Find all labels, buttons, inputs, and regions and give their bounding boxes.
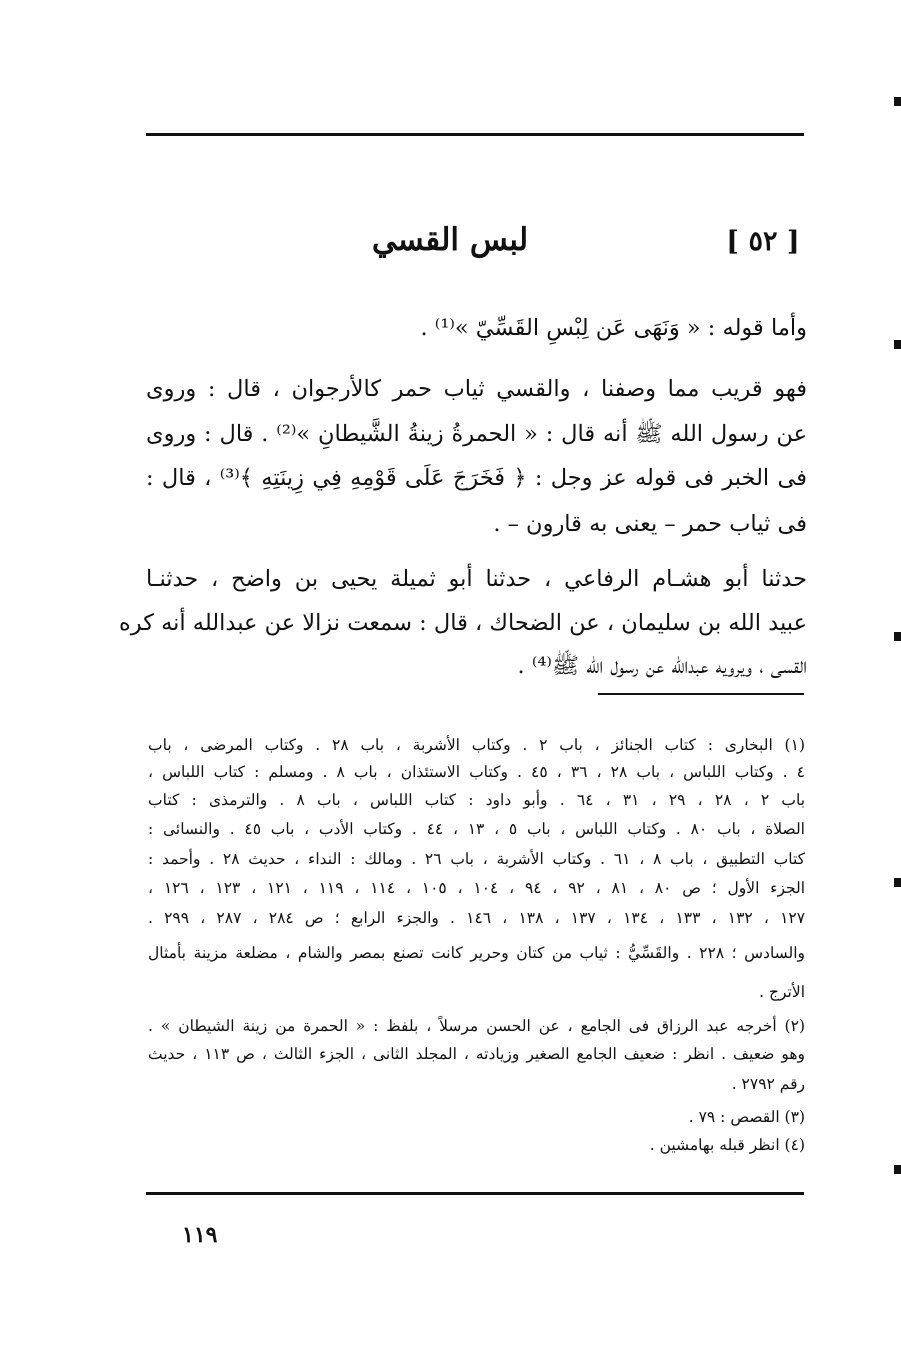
footnote-line: وهو ضعيف . انظر : ضعيف الجامع الصغير وزيادته ، المجلد الثانى ، الجزء الثالث ، ص ١١٣ ، حديث	[148, 1045, 806, 1063]
edge-mark	[894, 1165, 901, 1174]
footnote-line: (١) البخارى : كتاب الجنائز ، باب ٢ . وكتاب الأشربة ، باب ٢٨ . وكتاب المرضى ، باب	[148, 736, 805, 754]
footnote-line: كتاب التطبيق ، باب ٨ ، ٦١ . وكتاب الأشربة ، باب ٢٦ . ومالك : النداء ، حديث ٢٨ . وأحمد :	[148, 850, 805, 868]
footnote-separator	[598, 693, 804, 695]
edge-mark	[894, 632, 901, 641]
footnote-line: (٣) القصص : ٧٩ .	[688, 1108, 805, 1126]
footnote-line: باب ٢ ، ٢٨ ، ٢٩ ، ٣١ ، ٦٤ . وأبو داود : كتاب اللباس ، باب ٨ . والترمذى : كتاب	[148, 791, 806, 809]
section-title: لبس القسي	[371, 222, 529, 258]
body-line: فهو قريب مما وصفنا ، والقسي ثياب حمر كالأرجوان ، قال : وروى	[146, 376, 807, 402]
footnote-line: والسادس ؛ ٢٢٨ . والقَسِّيُّ : ثياب من كتان وحرير كانت تصنع بمصر والشام ، مضلعة مزينة بأمثال	[148, 944, 806, 962]
page-number: ١١٩	[182, 1222, 218, 1248]
footnote-line: الأترج .	[759, 983, 805, 1001]
footnote-line: الصلاة ، باب ٨٠ . وكتاب اللباس ، باب ٥ ، ١٣ ، ٤٤ . وكتاب الأدب ، باب ٤٥ . والنسائى :	[148, 820, 805, 838]
body-line: فى ثياب حمر – يعنى به قارون – .	[493, 511, 807, 537]
footnote-line: الجزء الأول ؛ ص ٨٠ ، ٨١ ، ٩٢ ، ٩٤ ، ١٠٤ ، ١٠٥ ، ١١٤ ، ١١٩ ، ١٢١ ، ١٢٣ ، ١٢٦ ،	[148, 879, 806, 897]
body-line: عبيد الله بن سليمان ، عن الضحاك ، قال : سمعت نزالا عن عبدالله أنه كره	[119, 610, 807, 636]
footnote-line: رقم ٢٧٩٢ .	[731, 1075, 805, 1093]
body-line: فى الخبر فى قوله عز وجل : ﴿ فَخَرَجَ عَلَى قَوْمِهِ فِي زِينَتِهِ ﴾⁽³⁾ ، قال :	[146, 465, 807, 491]
edge-mark	[894, 340, 901, 349]
bottom-rule	[146, 1192, 804, 1195]
body-line: عن رسول الله ﷺ أنه قال : « الحمرةُ زينةُ الشَّيطانِ »⁽²⁾ . قال : وروى	[146, 421, 807, 447]
body-line: حدثنا أبو هشـام الرفاعي ، حدثنا أبو ثميلة يحيى بن واضح ، حدثنـا	[146, 566, 807, 592]
footnote-line: ١٢٧ ، ١٣٢ ، ١٣٣ ، ١٣٤ ، ١٣٧ ، ١٣٨ ، ١٤٦ . والجزء الرابع ؛ ص ٢٨٤ ، ٢٨٧ ، ٢٩٩ .	[148, 909, 806, 927]
edge-mark	[894, 878, 901, 887]
footnote-line: (٢) أخرجه عبد الرزاق فى الجامع ، عن الحسن مرسلاً ، بلفظ : « الحمرة من زينة الشيطان » .	[148, 1017, 805, 1035]
body-line: القسى ، ويرويه عبدالله عن رسول الله ﷺ⁽⁴⁾ .	[517, 653, 807, 679]
section-number: [ ٥٢ ]	[726, 226, 800, 257]
body-line: وأما قوله : « وَنَهَى عَن لِبْسِ القَسِّيّ »⁽¹⁾ .	[420, 315, 807, 341]
footnote-line: ٤ . وكتاب اللباس ، باب ٢٨ ، ٣٦ ، ٤٥ . وكتاب الاستئذان ، باب ٨ . ومسلم : كتاب اللباس ،	[148, 763, 805, 781]
footnote-line: (٤) انظر قبله بهامشين .	[649, 1136, 805, 1154]
top-rule	[146, 133, 804, 136]
edge-mark	[894, 97, 901, 106]
